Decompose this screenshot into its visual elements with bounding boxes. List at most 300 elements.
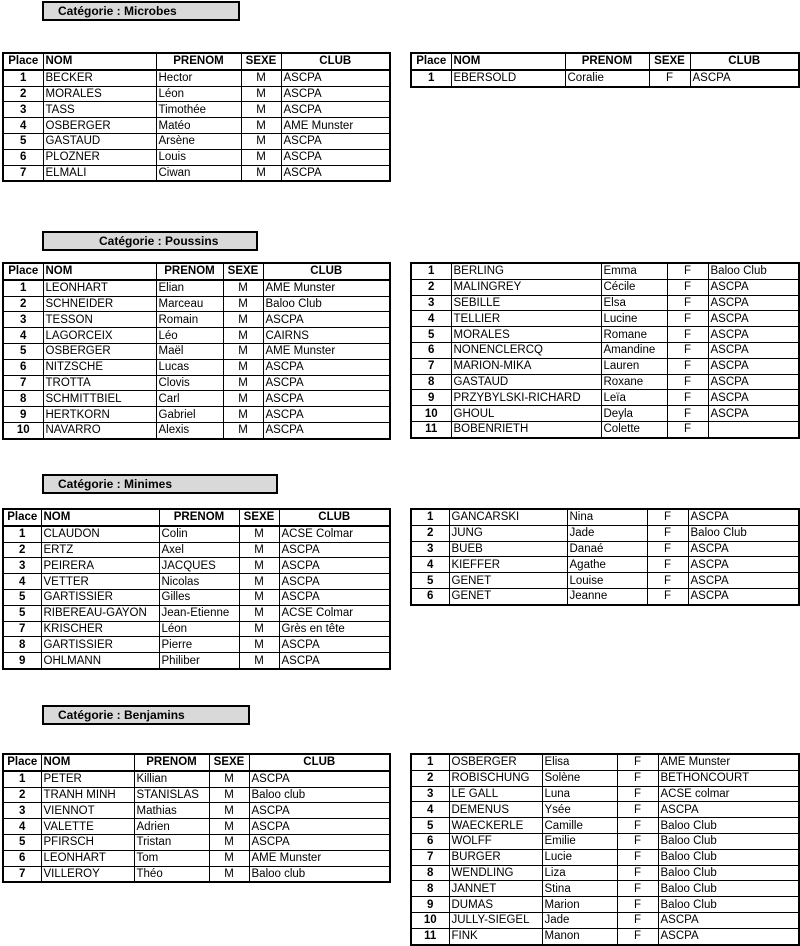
cell-sexe: M — [223, 343, 263, 359]
cell-club: ASCPA — [281, 86, 390, 102]
cell-place: 3 — [411, 786, 449, 802]
table-row — [3, 407, 390, 423]
cell-nom: PLOZNER — [43, 149, 156, 165]
column-header-prenom: PRENOM — [134, 754, 209, 771]
table-row — [3, 866, 390, 882]
cell-sexe: M — [241, 149, 281, 165]
cell-club: ASCPA — [708, 406, 799, 422]
column-header-club: CLUB — [249, 754, 390, 771]
cell-sexe: M — [223, 312, 263, 328]
cell-nom: PFIRSCH — [41, 834, 134, 850]
cell-place: 4 — [3, 574, 41, 590]
table-row — [3, 653, 390, 669]
table-row — [411, 928, 799, 944]
cell-prenom: Gilles — [159, 589, 239, 605]
table-row — [3, 359, 390, 375]
cell-nom: SCHMITTBIEL — [43, 391, 156, 407]
cell-prenom: Deyla — [601, 406, 667, 422]
table-row — [3, 574, 390, 590]
cell-nom: NITZSCHE — [43, 359, 156, 375]
table-row — [411, 390, 799, 406]
table-row — [411, 833, 799, 849]
cell-place: 10 — [3, 422, 43, 438]
column-header-nom: NOM — [451, 53, 565, 70]
column-header-prenom: PRENOM — [159, 509, 239, 526]
cell-nom: TROTTA — [43, 375, 156, 391]
cell-prenom: Stina — [542, 881, 617, 897]
table-row — [3, 149, 390, 165]
cell-place: 1 — [411, 70, 451, 87]
cell-place: 4 — [411, 557, 449, 573]
table-row — [411, 786, 799, 802]
cell-prenom: Ciwan — [156, 165, 241, 181]
column-header-sexe: SEXE — [209, 754, 249, 771]
cell-prenom: Luna — [542, 786, 617, 802]
cell-club: ASCPA — [263, 312, 390, 328]
cell-sexe: F — [667, 421, 708, 437]
table-row — [411, 509, 799, 525]
table-row — [411, 881, 799, 897]
cell-place: 6 — [411, 342, 451, 358]
table-row — [3, 605, 390, 621]
table-row — [3, 102, 390, 118]
cell-prenom: Jade — [542, 912, 617, 928]
cell-nom: BECKER — [43, 70, 156, 86]
cell-place: 9 — [411, 897, 449, 913]
cell-nom: TRANH MINH — [41, 787, 134, 803]
cell-prenom: Killian — [134, 771, 209, 787]
cell-sexe: M — [209, 771, 249, 787]
cell-nom: KRISCHER — [41, 621, 159, 637]
column-header-place: Place — [411, 53, 451, 70]
cell-place: 1 — [3, 70, 43, 86]
cell-prenom: Philiber — [159, 653, 239, 669]
cell-club: ASCPA — [658, 928, 799, 944]
cell-club: BETHONCOURT — [658, 770, 799, 786]
cell-nom: VIENNOT — [41, 803, 134, 819]
table-header-row — [3, 263, 390, 280]
cell-sexe: F — [647, 525, 688, 541]
table-row — [411, 588, 799, 604]
cell-sexe: M — [223, 296, 263, 312]
cell-club: AME Munster — [263, 343, 390, 359]
cell-prenom: STANISLAS — [134, 787, 209, 803]
cell-sexe: F — [647, 541, 688, 557]
cell-club: ASCPA — [279, 574, 390, 590]
cell-nom: ROBISCHUNG — [449, 770, 542, 786]
cell-nom: GARTISSIER — [41, 589, 159, 605]
cell-club: ASCPA — [249, 803, 390, 819]
cell-sexe: F — [647, 557, 688, 573]
cell-club: AME Munster — [281, 118, 390, 134]
column-header-nom: NOM — [43, 53, 156, 70]
cell-club: ASCPA — [708, 342, 799, 358]
cell-club: AME Munster — [249, 850, 390, 866]
table-row — [3, 621, 390, 637]
cell-prenom: Coralie — [565, 70, 649, 87]
column-header-place: Place — [3, 509, 41, 526]
minimes-girls-table — [410, 508, 800, 606]
cell-club: Baloo Club — [658, 849, 799, 865]
cell-club: ASCPA — [688, 588, 799, 604]
cell-club: ASCPA — [281, 102, 390, 118]
cell-nom: VILLEROY — [41, 866, 134, 882]
table-row — [3, 165, 390, 181]
cell-nom: GANCARSKI — [449, 509, 567, 525]
cell-club: ASCPA — [281, 70, 390, 86]
cell-place: 7 — [411, 358, 451, 374]
cell-nom: BURGER — [449, 849, 542, 865]
cell-prenom: Nina — [567, 509, 647, 525]
cell-club: ASCPA — [279, 589, 390, 605]
cell-prenom: Colin — [159, 526, 239, 542]
cell-club: ASCPA — [249, 834, 390, 850]
cell-place: 8 — [411, 865, 449, 881]
cell-sexe: F — [617, 865, 658, 881]
cell-place: 4 — [3, 118, 43, 134]
cell-sexe: M — [241, 70, 281, 86]
cell-place: 7 — [3, 621, 41, 637]
table-row — [3, 118, 390, 134]
table-row — [3, 280, 390, 296]
column-header-club: CLUB — [279, 509, 390, 526]
table-row — [411, 358, 799, 374]
cell-place: 3 — [3, 558, 41, 574]
cell-sexe: F — [667, 406, 708, 422]
column-header-sexe: SEXE — [241, 53, 281, 70]
table-row — [3, 375, 390, 391]
table-row — [3, 850, 390, 866]
cell-nom: NAVARRO — [43, 422, 156, 438]
table-row — [3, 70, 390, 86]
cell-place: 7 — [3, 866, 41, 882]
cell-place: 6 — [3, 149, 43, 165]
table-row — [411, 374, 799, 390]
cell-nom: HERTKORN — [43, 407, 156, 423]
cell-sexe: M — [209, 866, 249, 882]
cell-place: 1 — [3, 771, 41, 787]
table-row — [411, 849, 799, 865]
table-row — [3, 328, 390, 344]
cell-prenom: Emilie — [542, 833, 617, 849]
cell-prenom: Ysée — [542, 802, 617, 818]
cell-prenom: Théo — [134, 866, 209, 882]
table-row — [411, 802, 799, 818]
cell-club: Baloo club — [249, 866, 390, 882]
table-row — [3, 391, 390, 407]
cell-nom: GARTISSIER — [41, 637, 159, 653]
table-row — [3, 787, 390, 803]
cell-prenom: Louise — [567, 573, 647, 589]
cell-sexe: F — [617, 818, 658, 834]
cell-club: ASCPA — [658, 912, 799, 928]
cell-nom: LE GALL — [449, 786, 542, 802]
cell-place: 2 — [3, 296, 43, 312]
table-row — [411, 541, 799, 557]
table-row — [411, 421, 799, 437]
cell-club: ASCPA — [688, 557, 799, 573]
table-row — [411, 897, 799, 913]
cell-sexe: F — [667, 374, 708, 390]
cell-prenom: Elian — [156, 280, 223, 296]
cell-club: ASCPA — [279, 653, 390, 669]
cell-nom: LAGORCEIX — [43, 328, 156, 344]
cell-place: 6 — [3, 359, 43, 375]
cell-place: 8 — [411, 881, 449, 897]
table-row — [411, 295, 799, 311]
cell-nom: TESSON — [43, 312, 156, 328]
cell-prenom: Alexis — [156, 422, 223, 438]
column-header-sexe: SEXE — [239, 509, 279, 526]
table-row — [3, 343, 390, 359]
cell-place: 6 — [3, 850, 41, 866]
cell-place: 11 — [411, 928, 449, 944]
table-row — [3, 296, 390, 312]
cell-place: 1 — [411, 509, 449, 525]
cell-prenom: Manon — [542, 928, 617, 944]
cell-place: 10 — [411, 406, 451, 422]
cell-sexe: F — [617, 802, 658, 818]
cell-club: ASCPA — [281, 165, 390, 181]
cell-club: ASCPA — [708, 374, 799, 390]
cell-place: 2 — [3, 787, 41, 803]
cell-prenom: Emma — [601, 263, 667, 279]
cell-sexe: F — [647, 509, 688, 525]
table-row — [411, 818, 799, 834]
cell-prenom: Timothée — [156, 102, 241, 118]
table-row — [411, 754, 799, 770]
cell-sexe: M — [239, 621, 279, 637]
cell-club: ASCPA — [263, 391, 390, 407]
cell-sexe: M — [241, 102, 281, 118]
table-row — [3, 526, 390, 542]
category-title-minimes: Catégorie : Minimes — [42, 474, 278, 494]
cell-nom: NONENCLERCQ — [451, 342, 601, 358]
cell-nom: SEBILLE — [451, 295, 601, 311]
column-header-sexe: SEXE — [223, 263, 263, 280]
cell-place: 1 — [411, 754, 449, 770]
cell-nom: GENET — [449, 573, 567, 589]
cell-nom: FINK — [449, 928, 542, 944]
cell-nom: SCHNEIDER — [43, 296, 156, 312]
cell-sexe: F — [617, 928, 658, 944]
table-row — [3, 771, 390, 787]
cell-sexe: M — [241, 118, 281, 134]
cell-sexe: F — [649, 70, 690, 87]
cell-nom: ELMALI — [43, 165, 156, 181]
cell-nom: MARION-MIKA — [451, 358, 601, 374]
cell-sexe: F — [647, 588, 688, 604]
cell-sexe: F — [667, 358, 708, 374]
cell-place: 2 — [411, 279, 451, 295]
cell-club: ASCPA — [279, 542, 390, 558]
cell-club: Baloo Club — [658, 865, 799, 881]
cell-prenom: Solène — [542, 770, 617, 786]
cell-club: ASCPA — [690, 70, 799, 87]
cell-place: 4 — [3, 328, 43, 344]
cell-sexe: M — [209, 850, 249, 866]
cell-sexe: F — [617, 754, 658, 770]
cell-place: 7 — [3, 375, 43, 391]
cell-place: 4 — [411, 802, 449, 818]
cell-place: 9 — [411, 390, 451, 406]
cell-sexe: M — [223, 359, 263, 375]
cell-nom: DEMENUS — [449, 802, 542, 818]
cell-nom: BERLING — [451, 263, 601, 279]
cell-prenom: Tristan — [134, 834, 209, 850]
cell-nom: JANNET — [449, 881, 542, 897]
cell-sexe: M — [239, 558, 279, 574]
cell-prenom: Lucie — [542, 849, 617, 865]
cell-prenom: Jean-Etienne — [159, 605, 239, 621]
cell-club: ASCPA — [708, 279, 799, 295]
cell-sexe: F — [617, 786, 658, 802]
cell-place: 10 — [411, 912, 449, 928]
cell-place: 6 — [411, 588, 449, 604]
cell-sexe: M — [239, 653, 279, 669]
cell-nom: PETER — [41, 771, 134, 787]
cell-nom: DUMAS — [449, 897, 542, 913]
column-header-prenom: PRENOM — [156, 53, 241, 70]
table-row — [411, 70, 799, 87]
table-row — [411, 525, 799, 541]
cell-sexe: F — [617, 770, 658, 786]
cell-club: ACSE Colmar — [279, 605, 390, 621]
cell-nom: GASTAUD — [43, 133, 156, 149]
cell-sexe: F — [667, 263, 708, 279]
cell-prenom: Lauren — [601, 358, 667, 374]
cell-club: CAIRNS — [263, 328, 390, 344]
cell-club: Grès en tête — [279, 621, 390, 637]
table-row — [3, 834, 390, 850]
cell-sexe: F — [667, 327, 708, 343]
cell-nom: OHLMANN — [41, 653, 159, 669]
cell-club: ASCPA — [249, 771, 390, 787]
table-row — [3, 819, 390, 835]
cell-prenom: Colette — [601, 421, 667, 437]
cell-place: 1 — [3, 280, 43, 296]
cell-club: ASCPA — [708, 327, 799, 343]
cell-nom: MALINGREY — [451, 279, 601, 295]
cell-prenom: Gabriel — [156, 407, 223, 423]
microbes-boys-table — [2, 52, 391, 182]
table-row — [411, 573, 799, 589]
table-row — [411, 279, 799, 295]
cell-sexe: F — [667, 295, 708, 311]
cell-place: 2 — [411, 770, 449, 786]
table-row — [411, 342, 799, 358]
cell-prenom: Romain — [156, 312, 223, 328]
cell-prenom: Carl — [156, 391, 223, 407]
cell-prenom: Jeanne — [567, 588, 647, 604]
cell-sexe: M — [223, 328, 263, 344]
table-row — [411, 770, 799, 786]
cell-sexe: F — [667, 342, 708, 358]
cell-sexe: M — [241, 165, 281, 181]
cell-place: 5 — [411, 327, 451, 343]
cell-prenom: Matéo — [156, 118, 241, 134]
cell-club: ASCPA — [708, 390, 799, 406]
cell-sexe: M — [209, 834, 249, 850]
cell-sexe: F — [617, 912, 658, 928]
cell-club: ASCPA — [688, 541, 799, 557]
cell-place: 7 — [411, 849, 449, 865]
cell-sexe: M — [223, 391, 263, 407]
cell-club: Baloo Club — [263, 296, 390, 312]
microbes-girls-table — [410, 52, 800, 88]
cell-sexe: F — [617, 881, 658, 897]
cell-place: 2 — [411, 525, 449, 541]
table-header-row — [3, 53, 390, 70]
category-title-poussins: Catégorie : Poussins — [42, 231, 258, 251]
cell-prenom: Pierre — [159, 637, 239, 653]
cell-prenom: Clovis — [156, 375, 223, 391]
column-header-sexe: SEXE — [649, 53, 690, 70]
cell-prenom: Léon — [159, 621, 239, 637]
table-row — [3, 558, 390, 574]
cell-club: ASCPA — [708, 295, 799, 311]
cell-sexe: M — [239, 542, 279, 558]
category-title-benjamins: Catégorie : Benjamins — [42, 705, 250, 725]
cell-sexe: F — [617, 897, 658, 913]
cell-prenom: Danaé — [567, 541, 647, 557]
cell-prenom: Liza — [542, 865, 617, 881]
cell-place: 5 — [411, 818, 449, 834]
cell-club: ACSE colmar — [658, 786, 799, 802]
column-header-place: Place — [3, 53, 43, 70]
cell-prenom: Elisa — [542, 754, 617, 770]
minimes-boys-table — [2, 508, 391, 670]
cell-nom: TASS — [43, 102, 156, 118]
cell-club: ASCPA — [281, 149, 390, 165]
cell-club: Baloo Club — [658, 833, 799, 849]
cell-prenom: Mathias — [134, 803, 209, 819]
table-row — [3, 637, 390, 653]
cell-nom: CLAUDON — [41, 526, 159, 542]
cell-prenom: Maël — [156, 343, 223, 359]
cell-prenom: Camille — [542, 818, 617, 834]
column-header-place: Place — [3, 754, 41, 771]
table-row — [3, 589, 390, 605]
cell-nom: PEIRERA — [41, 558, 159, 574]
cell-sexe: M — [239, 589, 279, 605]
cell-club: Baloo Club — [658, 897, 799, 913]
cell-sexe: M — [223, 407, 263, 423]
cell-prenom: Louis — [156, 149, 241, 165]
cell-club — [708, 421, 799, 437]
table-row — [3, 86, 390, 102]
cell-nom: JULLY-SIEGEL — [449, 912, 542, 928]
cell-club: ASCPA — [708, 311, 799, 327]
cell-nom: OSBERGER — [43, 118, 156, 134]
cell-nom: WOLFF — [449, 833, 542, 849]
cell-club: ASCPA — [263, 359, 390, 375]
cell-nom: BOBENRIETH — [451, 421, 601, 437]
cell-nom: MORALES — [43, 86, 156, 102]
cell-place: 8 — [3, 637, 41, 653]
cell-place: 3 — [411, 295, 451, 311]
cell-prenom: Elsa — [601, 295, 667, 311]
cell-nom: BUEB — [449, 541, 567, 557]
column-header-nom: NOM — [43, 263, 156, 280]
cell-prenom: Arsène — [156, 133, 241, 149]
cell-nom: ERTZ — [41, 542, 159, 558]
cell-place: 2 — [3, 542, 41, 558]
table-row — [411, 263, 799, 279]
cell-club: Baloo Club — [658, 881, 799, 897]
cell-sexe: M — [239, 526, 279, 542]
cell-place: 3 — [3, 312, 43, 328]
